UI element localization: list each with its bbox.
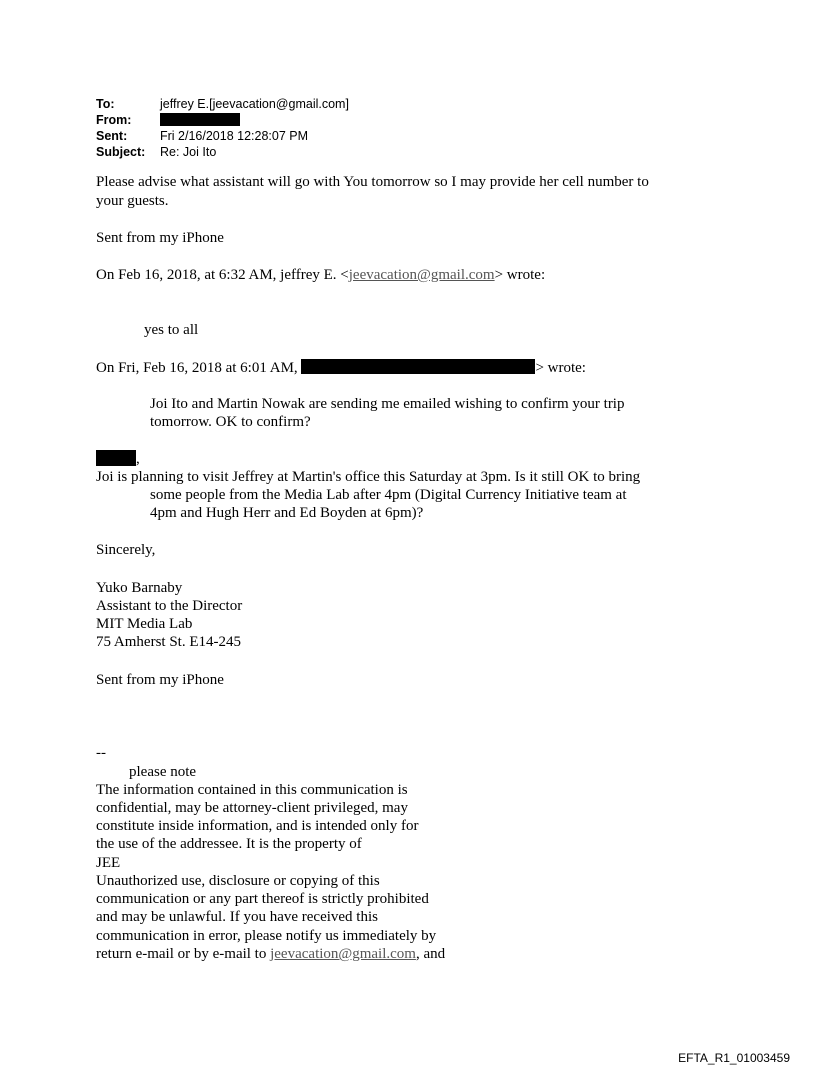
disclaimer-note: please note bbox=[129, 764, 197, 780]
to-label: To: bbox=[96, 97, 115, 111]
salutation-comma: , bbox=[136, 451, 140, 467]
disclaimer-line-5: JEE bbox=[96, 855, 121, 871]
sent-row bbox=[96, 128, 349, 144]
disclaimer-email-link[interactable]: jeevacation@gmail.com bbox=[270, 946, 416, 962]
disclaimer-line-9: communication in error, please notify us immediately by bbox=[96, 928, 437, 944]
email-link[interactable]: jeevacation@gmail.com bbox=[348, 267, 495, 283]
sent-value: Fri 2/16/2018 12:28:07 PM bbox=[160, 129, 309, 143]
quote-3-line-3: 4pm and Hugh Herr and Ed Boyden at 6pm)? bbox=[150, 505, 424, 521]
disclaimer-line-10-suffix: , and bbox=[415, 946, 446, 962]
disclaimer-line-1: The information contained in this communication is bbox=[96, 782, 408, 798]
to-row bbox=[96, 96, 349, 112]
disclaimer-separator: -- bbox=[96, 745, 106, 761]
signature-title: Assistant to the Director bbox=[96, 598, 243, 614]
quote-header-1 bbox=[96, 267, 545, 284]
signature-sent-from: Sent from my iPhone bbox=[96, 230, 224, 246]
from-label: From: bbox=[96, 113, 132, 127]
subject-value: Re: Joi Ito bbox=[160, 145, 217, 159]
signature-address: 75 Amherst St. E14-245 bbox=[96, 634, 241, 650]
disclaimer-line-2: confidential, may be attorney-client privileged, may bbox=[96, 800, 408, 816]
name-redaction bbox=[96, 450, 136, 466]
quote-header-1-prefix: On Feb 16, 2018, at 6:32 AM, jeffrey E. < bbox=[96, 267, 349, 283]
disclaimer-line-8: and may be unlawful. If you have received this bbox=[96, 909, 378, 925]
message-line-1: Please advise what assistant will go with You tomorrow so I may provide her cell number to bbox=[96, 174, 649, 190]
disclaimer-line-10 bbox=[96, 946, 445, 963]
disclaimer-line-6: Unauthorized use, disclosure or copying of this bbox=[96, 873, 380, 889]
quote-2-line-1: Joi Ito and Martin Nowak are sending me emailed wishing to confirm your trip bbox=[150, 396, 625, 412]
signature-sent-from-2: Sent from my iPhone bbox=[96, 672, 224, 688]
disclaimer-line-3: constitute inside information, and is intended only for bbox=[96, 818, 419, 834]
from-redaction bbox=[160, 113, 240, 126]
quote-header-2-suffix: > wrote: bbox=[535, 360, 586, 376]
message-line-2: your guests. bbox=[96, 193, 169, 209]
document-id: EFTA_R1_01003459 bbox=[678, 1051, 790, 1065]
subject-row bbox=[96, 144, 349, 160]
disclaimer-line-4: the use of the addressee. It is the property of bbox=[96, 836, 362, 852]
quote-3-line-1: Joi is planning to visit Jeffrey at Martin's office this Saturday at 3pm. Is it still OK to bring bbox=[96, 469, 641, 485]
to-value: jeffrey E.[jeevacation@gmail.com] bbox=[160, 97, 349, 111]
email-header bbox=[96, 96, 349, 160]
quote-header-2 bbox=[96, 359, 586, 377]
quote-header-2-prefix: On Fri, Feb 16, 2018 at 6:01 AM, bbox=[96, 360, 302, 376]
quote-2-line-2: tomorrow. OK to confirm? bbox=[150, 414, 311, 430]
quote-3-line-2: some people from the Media Lab after 4pm (Digital Currency Initiative team at bbox=[150, 487, 627, 503]
signature-name: Yuko Barnaby bbox=[96, 580, 183, 596]
quote-header-1-suffix: > wrote: bbox=[494, 267, 546, 283]
disclaimer-line-7: communication or any part thereof is strictly prohibited bbox=[96, 891, 429, 907]
from-row bbox=[96, 112, 349, 128]
salutation-line bbox=[96, 450, 140, 468]
disclaimer-line-10-prefix: return e-mail or by e-mail to bbox=[96, 946, 271, 962]
signature-org: MIT Media Lab bbox=[96, 616, 193, 632]
reply-text: yes to all bbox=[144, 322, 199, 338]
sender-redaction bbox=[301, 359, 535, 374]
subject-label: Subject: bbox=[96, 145, 146, 159]
closing: Sincerely, bbox=[96, 542, 156, 558]
sent-label: Sent: bbox=[96, 129, 128, 143]
